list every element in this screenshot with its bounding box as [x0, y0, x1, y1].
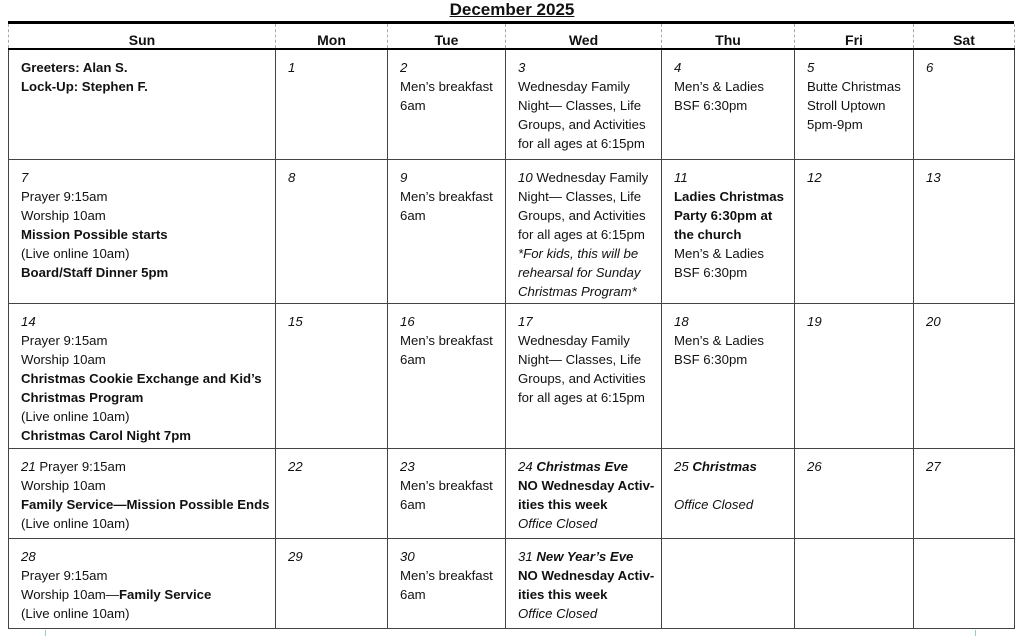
day-number: 15 — [288, 313, 303, 329]
day-cell-wed[interactable] — [506, 303, 662, 448]
event-line: 5pm-9pm — [807, 117, 863, 132]
event-line: Groups, and Activities — [518, 117, 646, 132]
event-text: Worship 10am— — [21, 586, 119, 602]
day-cell-wed[interactable] — [506, 448, 662, 538]
event-line: Men’s breakfast — [400, 188, 493, 204]
event-line — [21, 585, 271, 604]
event-line: Ladies Christmas — [674, 188, 784, 204]
day-first-line — [518, 58, 657, 77]
day-number: 3 — [518, 60, 526, 75]
day-first-line — [807, 457, 909, 476]
day-cell-thu[interactable] — [662, 303, 795, 448]
day-number: 7 — [21, 169, 29, 185]
day-cell-sun[interactable] — [9, 49, 276, 159]
day-cell-wed[interactable] — [506, 49, 662, 159]
calendar-title: December 2025 — [449, 0, 575, 19]
day-number: 25 — [674, 458, 689, 474]
day-number: 22 — [288, 458, 303, 474]
week-row — [9, 538, 1015, 628]
week-row — [9, 49, 1015, 159]
day-cell-tue[interactable] — [388, 159, 506, 303]
event-line: Lock-Up: Stephen F. — [21, 79, 148, 94]
day-first-line — [288, 312, 383, 331]
day-cell-tue[interactable] — [388, 448, 506, 538]
day-number: 2 — [400, 60, 408, 75]
event-line: Party 6:30pm at — [674, 207, 773, 223]
event-text: Wednesday Family — [532, 169, 649, 185]
event-line: Worship 10am — [21, 207, 106, 223]
event-line: Worship 10am — [21, 351, 106, 367]
day-first-line — [807, 58, 909, 77]
day-first-line — [807, 312, 909, 331]
day-number: 14 — [21, 313, 36, 329]
event-line: Christmas Carol Night 7pm — [21, 427, 192, 443]
day-first-line — [926, 457, 1010, 476]
day-cell-sun[interactable] — [9, 538, 276, 628]
event-line: NO Wednesday Activ- — [518, 477, 655, 493]
event-line: BSF 6:30pm — [674, 351, 748, 367]
day-cell-sat[interactable] — [914, 159, 1015, 303]
page-margin-mark — [975, 630, 976, 636]
event-line: Wednesday Family — [518, 79, 630, 94]
day-first-line — [807, 168, 909, 187]
day-first-line — [21, 547, 271, 566]
day-first-line — [400, 312, 501, 331]
day-cell-tue[interactable] — [388, 538, 506, 628]
event-line: Prayer 9:15am — [21, 567, 108, 583]
day-cell-sat[interactable] — [914, 538, 1015, 628]
day-cell-mon[interactable] — [276, 448, 388, 538]
day-first-line — [674, 312, 790, 331]
day-cell-mon[interactable] — [276, 303, 388, 448]
event-line: Office Closed — [518, 605, 598, 621]
day-number: 28 — [21, 548, 36, 564]
event-line: Groups, and Activities — [518, 207, 646, 223]
week-row — [9, 448, 1015, 538]
day-cell-mon[interactable] — [276, 159, 388, 303]
day-cell-thu[interactable] — [662, 538, 795, 628]
event-line: Christmas Cookie Exchange and Kid’s — [21, 370, 262, 386]
day-number: 1 — [288, 60, 296, 75]
event-line: for all ages at 6:15pm — [518, 226, 645, 242]
event-line: Night— Classes, Life — [518, 351, 642, 367]
day-first-line — [926, 312, 1010, 331]
day-number: 11 — [674, 169, 688, 185]
day-number: 10 — [518, 169, 533, 185]
event-line: BSF 6:30pm — [674, 98, 748, 113]
event-line: 6am — [400, 207, 426, 223]
event-line: rehearsal for Sunday — [518, 264, 641, 280]
day-first-line — [400, 457, 501, 476]
day-first-line — [21, 457, 271, 476]
event-line: 6am — [400, 98, 426, 113]
event-line: for all ages at 6:15pm — [518, 389, 645, 405]
event-line: Men’s breakfast — [400, 332, 493, 348]
event-line: (Live online 10am) — [21, 245, 130, 261]
day-first-line — [288, 547, 383, 566]
day-first-line — [288, 58, 383, 77]
weekday-header: Mon — [276, 24, 388, 49]
day-cell-sat[interactable] — [914, 49, 1015, 159]
day-number: 13 — [926, 169, 941, 185]
day-cell-sat[interactable] — [914, 303, 1015, 448]
day-cell-fri[interactable] — [795, 49, 914, 159]
event-line: BSF 6:30pm — [674, 264, 748, 280]
holiday-label: Christmas — [688, 458, 757, 474]
calendar-grid — [8, 24, 1015, 629]
day-number: 26 — [807, 458, 822, 474]
event-line: for all ages at 6:15pm — [518, 136, 645, 151]
day-first-line — [674, 58, 790, 77]
weekday-header-row — [9, 24, 1015, 49]
event-line: Wednesday Family — [518, 332, 630, 348]
day-cell-sun[interactable] — [9, 448, 276, 538]
event-line: Men’s breakfast — [400, 477, 493, 493]
day-first-line — [288, 168, 383, 187]
day-first-line — [400, 547, 501, 566]
day-first-line — [926, 58, 1010, 77]
event-line: Groups, and Activities — [518, 370, 646, 386]
day-first-line — [21, 168, 271, 187]
day-cell-tue[interactable] — [388, 303, 506, 448]
day-number: 27 — [926, 458, 941, 474]
day-first-line — [518, 312, 657, 331]
day-number: 5 — [807, 60, 815, 75]
event-line: Night— Classes, Life — [518, 98, 642, 113]
event-line: Stroll Uptown — [807, 98, 886, 113]
day-first-line — [518, 457, 657, 476]
event-line: Office Closed — [518, 515, 598, 531]
event-line: the church — [674, 226, 742, 242]
day-cell-mon[interactable] — [276, 538, 388, 628]
day-number: 21 — [21, 458, 36, 474]
event-line: NO Wednesday Activ- — [518, 567, 655, 583]
day-first-line — [288, 457, 383, 476]
event-line: Men’s & Ladies — [674, 332, 764, 348]
day-first-line — [518, 168, 657, 187]
day-number: 19 — [807, 313, 822, 329]
day-number: 16 — [400, 313, 415, 329]
event-line: Christmas Program — [21, 389, 144, 405]
day-first-line — [400, 168, 501, 187]
day-cell-fri[interactable] — [795, 159, 914, 303]
day-number: 18 — [674, 313, 689, 329]
week-row — [9, 303, 1015, 448]
event-line: (Live online 10am) — [21, 515, 130, 531]
day-cell-mon[interactable] — [276, 49, 388, 159]
page-margin-mark — [45, 630, 46, 636]
day-cell-thu[interactable] — [662, 448, 795, 538]
holiday-label: Christmas Eve — [532, 458, 628, 474]
event-line: ities this week — [518, 496, 608, 512]
day-cell-wed[interactable] — [506, 159, 662, 303]
event-line: Men’s breakfast — [400, 79, 493, 94]
event-line — [674, 476, 790, 495]
event-line: *For kids, this will be — [518, 245, 639, 261]
day-number: 8 — [288, 169, 296, 185]
event-text: Prayer 9:15am — [35, 458, 126, 474]
event-line: Night— Classes, Life — [518, 188, 642, 204]
day-first-line — [674, 457, 790, 476]
event-line: 6am — [400, 496, 426, 512]
event-line: (Live online 10am) — [21, 605, 130, 621]
day-cell-sun[interactable] — [9, 303, 276, 448]
week-row — [9, 159, 1015, 303]
day-cell-thu[interactable] — [662, 49, 795, 159]
day-number: 4 — [674, 60, 682, 75]
event-line: Christmas Program* — [518, 283, 637, 299]
day-first-line — [21, 312, 271, 331]
event-line: Board/Staff Dinner 5pm — [21, 264, 169, 280]
day-number: 17 — [518, 313, 533, 329]
event-line: Prayer 9:15am — [21, 332, 108, 348]
weekday-header: Fri — [795, 24, 914, 49]
event-line: (Live online 10am) — [21, 408, 130, 424]
day-cell-thu[interactable] — [662, 159, 795, 303]
event-line: Men’s & Ladies — [674, 79, 764, 94]
event-line: Men’s & Ladies — [674, 245, 764, 261]
day-number: 9 — [400, 169, 408, 185]
event-line: Butte Christmas — [807, 79, 901, 94]
weekday-header: Sat — [914, 24, 1015, 49]
day-number: 24 — [518, 458, 533, 474]
day-cell-sat[interactable] — [914, 448, 1015, 538]
day-number: 30 — [400, 548, 415, 564]
day-first-line — [518, 547, 657, 566]
day-cell-sun[interactable] — [9, 159, 276, 303]
day-first-line — [926, 168, 1010, 187]
day-first-line — [400, 58, 501, 77]
event-line: Men’s breakfast — [400, 567, 493, 583]
day-cell-wed[interactable] — [506, 538, 662, 628]
day-number: 31 — [518, 548, 533, 564]
day-number: 23 — [400, 458, 415, 474]
weekday-header: Sun — [9, 24, 276, 49]
event-line: Worship 10am — [21, 477, 106, 493]
holiday-label: New Year’s Eve — [532, 548, 634, 564]
event-line: Office Closed — [674, 496, 754, 512]
event-line: 6am — [400, 351, 426, 367]
event-text-bold: Family Service — [118, 586, 212, 602]
event-line: Mission Possible starts — [21, 226, 168, 242]
day-number: 12 — [807, 169, 822, 185]
event-line: Prayer 9:15am — [21, 188, 108, 204]
day-cell-fri[interactable] — [795, 538, 914, 628]
day-cell-fri[interactable] — [795, 448, 914, 538]
weekday-header: Tue — [388, 24, 506, 49]
day-cell-fri[interactable] — [795, 303, 914, 448]
day-cell-tue[interactable] — [388, 49, 506, 159]
event-line: ities this week — [518, 586, 608, 602]
event-line: Family Service—Mission Possible Ends — [21, 496, 270, 512]
day-number: 20 — [926, 313, 941, 329]
day-number: 29 — [288, 548, 303, 564]
day-number: 6 — [926, 60, 934, 75]
event-line: Greeters: Alan S. — [21, 60, 128, 75]
day-first-line — [674, 168, 790, 187]
weekday-header: Wed — [506, 24, 662, 49]
event-line: 6am — [400, 586, 426, 602]
weekday-header: Thu — [662, 24, 795, 49]
